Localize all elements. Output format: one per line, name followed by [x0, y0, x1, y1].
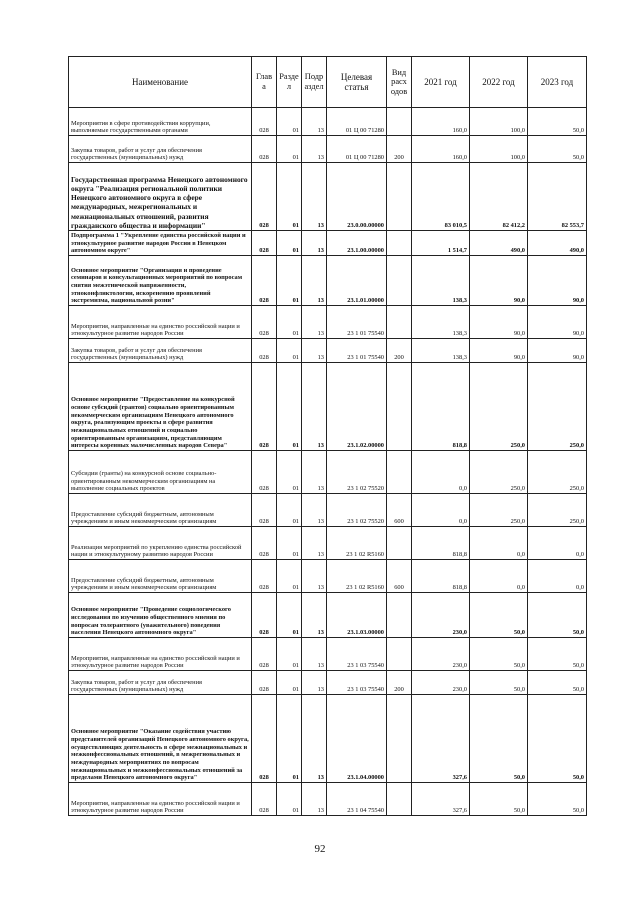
cell-podrazdel: 13: [302, 695, 327, 783]
budget-table-container: [68, 56, 586, 816]
cell-razdel: 01: [277, 671, 302, 695]
page-number: 92: [314, 843, 326, 855]
cell-vid: [387, 451, 412, 494]
cell-vid: [387, 593, 412, 638]
cell-article: 23 1 02 75520: [327, 494, 387, 527]
table-header-row: [69, 57, 587, 108]
cell-article: 23 1 03 75540: [327, 671, 387, 695]
cell-2023: 50,0: [528, 136, 587, 163]
table-row: [69, 560, 587, 593]
table-row: [69, 638, 587, 671]
cell-podrazdel: 13: [302, 163, 327, 231]
cell-article: 23.1.03.00000: [327, 593, 387, 638]
header-2022: 2022 год: [470, 57, 528, 108]
cell-glava: 028: [252, 560, 277, 593]
cell-2023: 250,0: [528, 363, 587, 451]
cell-name: Основное мероприятие "Проведение социологического исследования по изучению общественного мнения по вопросам толерантного (уважительного) поведения населения Ненецкого автономного округа": [69, 593, 252, 638]
cell-podrazdel: 13: [302, 560, 327, 593]
cell-2023: 50,0: [528, 783, 587, 816]
cell-2023: 0,0: [528, 560, 587, 593]
cell-2022: 82 412,2: [470, 163, 528, 231]
cell-2023: 250,0: [528, 451, 587, 494]
cell-vid: [387, 306, 412, 339]
cell-2022: 250,0: [470, 494, 528, 527]
cell-article: 23.1.02.00000: [327, 363, 387, 451]
cell-glava: 028: [252, 638, 277, 671]
cell-2023: 90,0: [528, 256, 587, 306]
cell-2022: 50,0: [470, 783, 528, 816]
cell-article: 01 Ц 00 71280: [327, 108, 387, 136]
header-article: Целевая статья: [327, 57, 387, 108]
cell-2021: 83 010,5: [412, 163, 470, 231]
cell-glava: 028: [252, 108, 277, 136]
cell-glava: 028: [252, 451, 277, 494]
cell-glava: 028: [252, 695, 277, 783]
table-row: [69, 451, 587, 494]
cell-name: Субсидии (гранты) на конкурсной основе социально-ориентированным некоммерческим организациям на выполнение социальных проектов: [69, 451, 252, 494]
cell-glava: 028: [252, 593, 277, 638]
cell-podrazdel: 13: [302, 339, 327, 363]
cell-glava: 028: [252, 671, 277, 695]
cell-2023: 50,0: [528, 695, 587, 783]
cell-name: Основное мероприятие "Оказание содействия участию представителей организаций Ненецкого автономного округа, осуществляющих деятельность в сфере межнациональных и межконфессиональных отношений, в межрегиональных и международных мероприятиях по вопросам межнациональных и межконфессиональных отношений за пределами Ненецкого автономного округа": [69, 695, 252, 783]
cell-2021: 230,0: [412, 638, 470, 671]
cell-article: 23 1 03 75540: [327, 638, 387, 671]
cell-podrazdel: 13: [302, 451, 327, 494]
cell-razdel: 01: [277, 256, 302, 306]
table-body: [69, 108, 587, 816]
cell-vid: [387, 163, 412, 231]
header-2023: 2023 год: [528, 57, 587, 108]
cell-name: Основное мероприятие "Организация и проведение семинаров и консультационных мероприятий по вопросам снятия межэтнической напряженности, этноконфликтологии, искоренению проявлений экстремизма, национальной розни": [69, 256, 252, 306]
table-row: [69, 593, 587, 638]
cell-vid: [387, 527, 412, 560]
cell-glava: 028: [252, 527, 277, 560]
cell-name: Мероприятия, направленные на единство российской нации и этнокультурное развитие народов России: [69, 783, 252, 816]
cell-name: Закупка товаров, работ и услуг для обеспечения государственных (муниципальных) нужд: [69, 136, 252, 163]
cell-name: Мероприятия в сфере противодействия коррупции, выполняемые государственными органами: [69, 108, 252, 136]
cell-razdel: 01: [277, 339, 302, 363]
cell-glava: 028: [252, 339, 277, 363]
cell-podrazdel: 13: [302, 306, 327, 339]
table-row: [69, 136, 587, 163]
cell-2022: 90,0: [470, 339, 528, 363]
cell-2021: 818,8: [412, 527, 470, 560]
table-row: [69, 671, 587, 695]
cell-vid: 200: [387, 136, 412, 163]
cell-2021: 0,0: [412, 451, 470, 494]
cell-article: 23 1 02 75520: [327, 451, 387, 494]
table-row: [69, 256, 587, 306]
cell-razdel: 01: [277, 306, 302, 339]
cell-article: 01 Ц 00 71280: [327, 136, 387, 163]
cell-2021: 0,0: [412, 494, 470, 527]
cell-vid: [387, 231, 412, 256]
cell-2021: 230,0: [412, 671, 470, 695]
cell-podrazdel: 13: [302, 494, 327, 527]
cell-2021: 138,3: [412, 306, 470, 339]
cell-2023: 250,0: [528, 494, 587, 527]
cell-2022: 90,0: [470, 306, 528, 339]
cell-name: Предоставление субсидий бюджетным, автономным учреждениям и иным некоммерческим организациям: [69, 560, 252, 593]
cell-2022: 50,0: [470, 671, 528, 695]
cell-vid: [387, 363, 412, 451]
table-row: [69, 494, 587, 527]
cell-2023: 50,0: [528, 671, 587, 695]
cell-2022: 490,0: [470, 231, 528, 256]
cell-2022: 250,0: [470, 363, 528, 451]
cell-2022: 0,0: [470, 560, 528, 593]
cell-2021: 230,0: [412, 593, 470, 638]
table-row: [69, 231, 587, 256]
cell-podrazdel: 13: [302, 108, 327, 136]
cell-glava: 028: [252, 783, 277, 816]
cell-podrazdel: 13: [302, 783, 327, 816]
cell-2023: 50,0: [528, 638, 587, 671]
cell-article: 23 1 04 75540: [327, 783, 387, 816]
cell-2022: 100,0: [470, 108, 528, 136]
table-row: [69, 108, 587, 136]
cell-razdel: 01: [277, 163, 302, 231]
cell-2023: 90,0: [528, 339, 587, 363]
cell-razdel: 01: [277, 136, 302, 163]
cell-razdel: 01: [277, 494, 302, 527]
cell-razdel: 01: [277, 363, 302, 451]
table-row: [69, 306, 587, 339]
cell-article: 23.1.00.00000: [327, 231, 387, 256]
table-row: [69, 695, 587, 783]
cell-article: 23 1 02 R5160: [327, 560, 387, 593]
cell-razdel: 01: [277, 695, 302, 783]
header-razdel: Разде л: [277, 57, 302, 108]
cell-2021: 160,0: [412, 136, 470, 163]
cell-podrazdel: 13: [302, 231, 327, 256]
cell-name: Государственная программа Ненецкого автономного округа "Реализация региональной политики Ненецкого автономного округа в сфере международных, межрегиональных и межнациональных отношений, развития гражданского общества и информации": [69, 163, 252, 231]
cell-glava: 028: [252, 163, 277, 231]
cell-name: Подпрограмма 1 "Укрепление единства российской нации и этнокультурное развитие народов России в Ненецком автономном округе": [69, 231, 252, 256]
cell-glava: 028: [252, 363, 277, 451]
cell-vid: [387, 256, 412, 306]
cell-vid: [387, 108, 412, 136]
cell-2021: 160,0: [412, 108, 470, 136]
cell-2023: 50,0: [528, 593, 587, 638]
cell-razdel: 01: [277, 783, 302, 816]
cell-2021: 818,8: [412, 560, 470, 593]
cell-razdel: 01: [277, 560, 302, 593]
cell-2022: 50,0: [470, 593, 528, 638]
cell-glava: 028: [252, 231, 277, 256]
cell-article: 23 1 01 75540: [327, 339, 387, 363]
cell-2023: 50,0: [528, 108, 587, 136]
table-row: [69, 339, 587, 363]
cell-vid: 200: [387, 339, 412, 363]
header-glava: Глав а: [252, 57, 277, 108]
cell-glava: 028: [252, 494, 277, 527]
header-podrazdel: Подр аздел: [302, 57, 327, 108]
cell-vid: [387, 783, 412, 816]
budget-table: [68, 56, 587, 816]
cell-2022: 50,0: [470, 695, 528, 783]
cell-vid: 600: [387, 560, 412, 593]
cell-razdel: 01: [277, 108, 302, 136]
table-row: [69, 163, 587, 231]
cell-podrazdel: 13: [302, 638, 327, 671]
table-row: [69, 527, 587, 560]
cell-2021: 818,8: [412, 363, 470, 451]
cell-razdel: 01: [277, 231, 302, 256]
cell-2022: 0,0: [470, 527, 528, 560]
cell-glava: 028: [252, 256, 277, 306]
cell-name: Предоставление субсидий бюджетным, автономным учреждениям и иным некоммерческим организациям: [69, 494, 252, 527]
header-2021: 2021 год: [412, 57, 470, 108]
cell-2022: 90,0: [470, 256, 528, 306]
cell-2023: 82 553,7: [528, 163, 587, 231]
cell-name: Мероприятия, направленные на единство российской нации и этнокультурное развитие народов России: [69, 638, 252, 671]
table-row: [69, 783, 587, 816]
cell-2021: 138,3: [412, 256, 470, 306]
cell-podrazdel: 13: [302, 527, 327, 560]
table-row: [69, 363, 587, 451]
cell-2023: 490,0: [528, 231, 587, 256]
cell-razdel: 01: [277, 638, 302, 671]
cell-podrazdel: 13: [302, 593, 327, 638]
cell-vid: [387, 638, 412, 671]
cell-2022: 100,0: [470, 136, 528, 163]
cell-vid: 600: [387, 494, 412, 527]
header-name: Наименование: [69, 57, 252, 108]
cell-2022: 250,0: [470, 451, 528, 494]
cell-2021: 1 514,7: [412, 231, 470, 256]
cell-article: 23.0.00.00000: [327, 163, 387, 231]
cell-name: Реализация мероприятий по укреплению единства российской нации и этнокультурному развитию народов России: [69, 527, 252, 560]
cell-name: Закупка товаров, работ и услуг для обеспечения государственных (муниципальных) нужд: [69, 339, 252, 363]
cell-name: Основное мероприятие "Предоставление на конкурсной основе субсидий (грантов) социально ориентированным некоммерческим организациям Ненецкого автономного округа, реализующим проекты в сфере развития межнациональных отношений и социально ориентированным организациям, представляющим интересы коренных малочисленных народов Севера": [69, 363, 252, 451]
cell-2022: 50,0: [470, 638, 528, 671]
cell-name: Закупка товаров, работ и услуг для обеспечения государственных (муниципальных) нужд: [69, 671, 252, 695]
cell-razdel: 01: [277, 451, 302, 494]
cell-article: 23.1.04.00000: [327, 695, 387, 783]
cell-article: 23.1.01.00000: [327, 256, 387, 306]
cell-podrazdel: 13: [302, 671, 327, 695]
cell-2023: 0,0: [528, 527, 587, 560]
cell-2021: 327,6: [412, 695, 470, 783]
cell-razdel: 01: [277, 593, 302, 638]
cell-2023: 90,0: [528, 306, 587, 339]
cell-glava: 028: [252, 136, 277, 163]
cell-article: 23 1 01 75540: [327, 306, 387, 339]
cell-2021: 327,6: [412, 783, 470, 816]
cell-podrazdel: 13: [302, 136, 327, 163]
cell-razdel: 01: [277, 527, 302, 560]
cell-article: 23 1 02 R5160: [327, 527, 387, 560]
cell-name: Мероприятия, направленные на единство российской нации и этнокультурное развитие народов России: [69, 306, 252, 339]
header-vid: Вид расх одов: [387, 57, 412, 108]
cell-podrazdel: 13: [302, 363, 327, 451]
cell-2021: 138,3: [412, 339, 470, 363]
cell-podrazdel: 13: [302, 256, 327, 306]
cell-vid: 200: [387, 671, 412, 695]
cell-glava: 028: [252, 306, 277, 339]
cell-vid: [387, 695, 412, 783]
